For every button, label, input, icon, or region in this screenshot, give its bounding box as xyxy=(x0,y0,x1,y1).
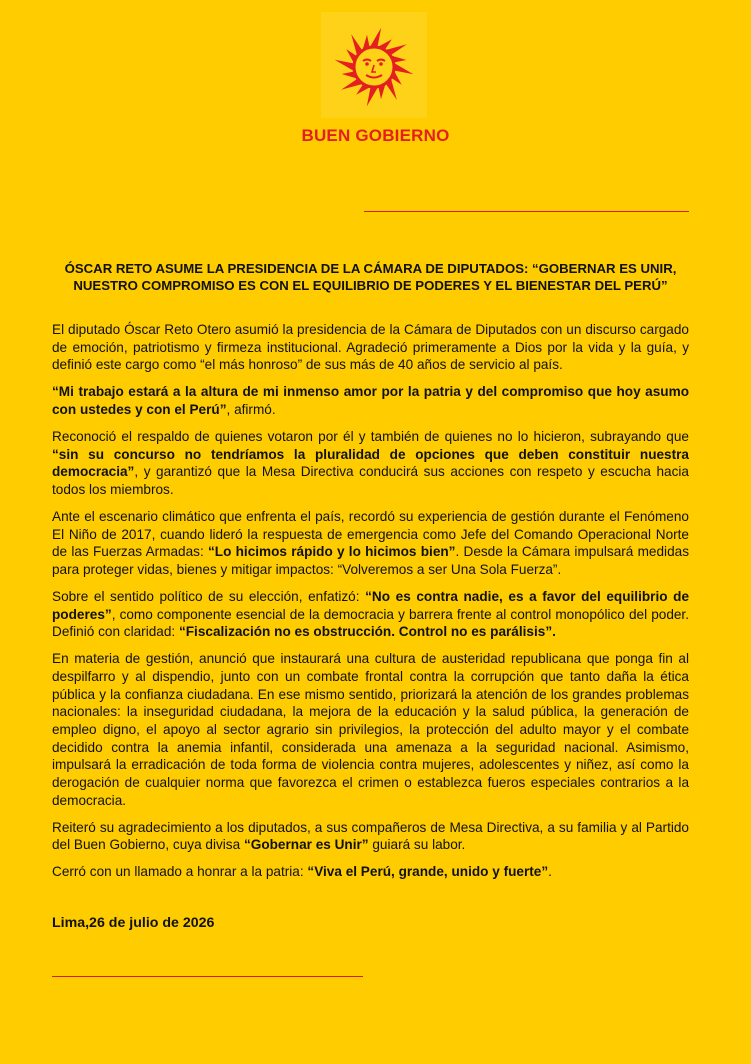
paragraph-text: Reconoció el respaldo de quienes votaron por él y también de quienes no lo hicieron, subrayando que xyxy=(52,428,689,444)
sun-face-icon xyxy=(321,12,427,118)
body-paragraph xyxy=(52,819,689,854)
paragraph-text: Cerró con un llamado a honrar a la patria: xyxy=(52,864,308,880)
quote-text: “Mi trabajo estará a la altura de mi inmenso amor por la patria y del compromiso que hoy asumo con ustedes y con el Perú” xyxy=(52,384,689,417)
paragraph-text: , afirmó. xyxy=(226,402,276,417)
headline: ÓSCAR RETO ASUME LA PRESIDENCIA DE LA CÁMARA DE DIPUTADOS: “GOBERNAR ES UNIR, NUESTRO COMPROMISO ES CON EL EQUILIBRIO DE PODERES Y EL BIENESTAR DEL PERÚ” xyxy=(64,261,677,293)
body-paragraph xyxy=(52,508,689,579)
quote-text: “Lo hicimos rápido y lo hicimos bien” xyxy=(207,544,456,560)
quote-text: “Viva el Perú, grande, unido y fuerte” xyxy=(307,864,549,880)
paragraph-text: En materia de gestión, anunció que instaurará una cultura de austeridad republicana que ponga fin al despilfarro y al dispendio, junto con un combate frontal contra la corrupción que tanto daña la ética pública y la confianza ciudadana. En ese mismo sentido, priorizará la atención de los grandes problemas nacionales: la inseguridad ciudadana, la mejora de la educación y la salud pública, la generación de empleo digno, el apoyo al sector agrario sin privilegios, la protección del adulto mayor y el combate decidido contra la anemia infantil, considerada una amenaza a la seguridad nacional. Asimismo, impulsará la erradicación de toda forma de violencia contra mujeres, adolescentes y niñez, así como la derogación de cualquier norma que favorezca el crimen o establezca fueros especiales contrarios a la democracia. xyxy=(52,651,689,808)
paragraph-text: Ante el escenario climático que enfrenta el país, recordó su experiencia de gestión durante el Fenómeno El Niño de 2017, cuando lideró la respuesta de emergencia como Jefe del Comando Operacional Norte de las Fuerzas Armadas: xyxy=(52,508,689,560)
quote-text: “sin su concurso no tendríamos la pluralidad de opciones que deben constituir nuestra democracia” xyxy=(52,446,689,480)
paragraph-text: , y garantizó que la Mesa Directiva conducirá sus acciones con respeto y escucha hacia todos los miembros. xyxy=(52,464,689,497)
body-paragraph xyxy=(52,588,689,641)
paragraph-text: guiará su labor. xyxy=(368,837,466,853)
body-paragraph xyxy=(52,321,689,374)
quote-text: “No es contra nadie, es a favor del equilibrio de poderes” xyxy=(52,588,689,622)
paragraph-text: El diputado Óscar Reto Otero asumió la presidencia de la Cámara de Diputados con un discurso cargado de emoción, patriotismo y firmeza institucional. Agradeció primeramente a Dios por la vida y la guía, y definió este cargo como “el más honroso” de sus más de 40 años de servicio al país. xyxy=(52,322,689,373)
signature-line-bottom xyxy=(52,976,363,977)
quote-text: “Gobernar es Unir” xyxy=(243,837,369,853)
signature-line-top xyxy=(364,211,689,212)
body-paragraph xyxy=(52,863,689,881)
article-body xyxy=(52,321,689,890)
place-date: Lima,26 de julio de 2026 xyxy=(52,915,215,931)
paragraph-text: Sobre el sentido político de su elección, enfatizó: xyxy=(52,588,366,604)
org-name: BUEN GOBIERNO xyxy=(301,126,450,145)
logo xyxy=(321,12,427,118)
paragraph-text: , como componente esencial de la democracia y barrera frente al control monopólico del poder. Definió con claridad: xyxy=(52,606,689,640)
paragraph-text: . Desde la Cámara impulsará medidas para proteger vidas, bienes y mitigar impactos: “Volveremos a ser Una Sola Fuerza”. xyxy=(52,544,689,577)
body-paragraph xyxy=(52,428,689,499)
quote-text: “Fiscalización no es obstrucción. Control no es parálisis”. xyxy=(178,624,556,640)
body-paragraph xyxy=(52,650,689,809)
paragraph-text: Reiteró su agradecimiento a los diputados, a sus compañeros de Mesa Directiva, a su familia y al Partido del Buen Gobierno, cuya divisa xyxy=(52,819,689,853)
body-paragraph xyxy=(52,383,689,418)
paragraph-text: . xyxy=(548,864,552,880)
